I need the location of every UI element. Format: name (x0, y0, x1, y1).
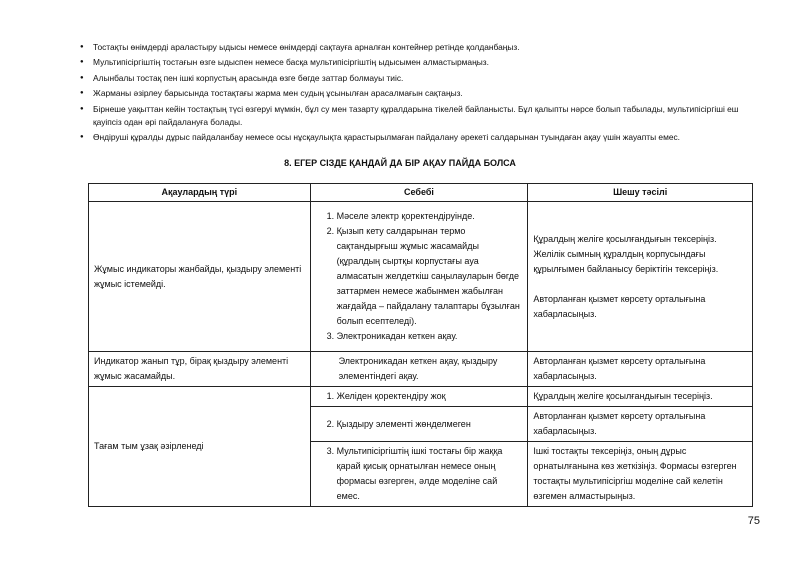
cause-item: 2. Қыздыру элементі жөнделмеген (337, 417, 523, 432)
list-item: ● Жарманы әзірлеу барысында тостақтағы жарма мен судың ұсынылған арасалмағын сақтаңыз. (80, 87, 760, 100)
table-row (89, 202, 753, 352)
solution-cell: Авторланған қызмет көрсету орталығына хабарласыңыз. (528, 352, 753, 387)
section-title: 8. ЕГЕР СІЗДЕ ҚАНДАЙ ДА БІР АҚАУ ПАЙДА БОЛСА (284, 158, 516, 168)
header-fault-type: Ақаулардың түрі (89, 184, 311, 202)
precautions-list (80, 41, 760, 146)
cause-cell (310, 407, 528, 442)
solution-cell: Ішкі тостақты тексеріңіз, оның дұрыс орнатылғанына көз жеткізіңіз. Формасы өзгерген тостақты мультипісіргіш моделіне сай келетін өзгемен алмастырыңыз. (528, 442, 753, 507)
cause-cell (310, 442, 528, 507)
solution-text: Құралдың желіге қосылғандығын тексеріңіз. Желілік сымның құралдың корпусындағы құрылғымен байланысу беріктігін тексеріңіз. (533, 233, 719, 274)
list-item: ● Өндіруші құралды дұрыс пайдаланбау немесе осы нұсқаулықта қарастырылмаған пайдалану әрекеті салдарынан туындаған ақау үшін жауапты емес. (80, 131, 760, 144)
list-item: ● Алынбалы тостақ пен ішкі корпустың арасында өзге бөгде заттар болмауы тиіс. (80, 72, 760, 85)
fault-type-cell: Индикатор жанып тұр, бірақ қыздыру элементі жұмыс жасамайды. (89, 352, 311, 387)
page-number: 75 (747, 515, 760, 527)
cause-item: 1. Желіден қоректендіру жоқ (337, 389, 523, 404)
cause-cell (310, 387, 528, 407)
cause-item: 3. Мультипісіргіштің ішкі тостағы бір жаққа қарай қисық орнатылған немесе оның формасы өзгерген, әлде моделіне сай емес. (337, 444, 523, 504)
cause-item: 1. Мәселе электр қоректендіруінде. (337, 209, 523, 224)
cause-list (319, 209, 523, 344)
table-row (89, 352, 753, 387)
header-cause: Себебі (310, 184, 528, 202)
solution-text: Авторланған қызмет көрсету орталығына хабарласыңыз. (533, 293, 706, 319)
fault-type-cell: Жұмыс индикаторы жанбайды, қыздыру элементі жұмыс істемейді. (89, 202, 311, 352)
header-solution: Шешу тәсілі (528, 184, 753, 202)
cause-item: 3. Электроникадан кеткен ақау. (337, 329, 523, 344)
table-header-row (89, 184, 753, 202)
cause-item: 2. Қызып кету салдарынан термо сақтандырғыш жұмыс жасамайды (құралдың сыртқы корпустағы ауа алмасатын желдеткіш саңылауларын бөгде заттармен немесе жабынмен жабылған жағдайда – пайдалану талаптары бұзылған болып есептеледі). (337, 224, 523, 329)
list-item: ● Бірнеше уақыттан кейін тостақтың түсі өзгеруі мүмкін, бұл су мен тазарту құралдарына тікелей байланысты. Бұл қалыпты нәрсе болып табылады, мультипісіргіші еш қауіпсіз одан әрі пайдалануға болады. (80, 103, 760, 129)
troubleshooting-table (88, 183, 753, 507)
cause-cell: Электроникадан кеткен ақау, қыздыру элементіндегі ақау. (310, 352, 528, 387)
solution-cell: Құралдың желіге қосылғандығын тесеріңіз. (528, 387, 753, 407)
table-row (89, 387, 753, 407)
cause-cell (310, 202, 528, 352)
fault-type-cell: Тағам тым ұзақ әзірленеді (89, 387, 311, 507)
solution-cell (528, 202, 753, 352)
solution-cell: Авторланған қызмет көрсету орталығына хабарласыңыз. (528, 407, 753, 442)
list-item: ● Тостақты өнімдерді араластыру ыдысы немесе өнімдерді сақтауға арналған контейнер ретінде қолданбаңыз. (80, 41, 760, 54)
list-item: ● Мультипісіргіштің тостағын өзге ыдыспен немесе басқа мультипісіргіштің ыдысымен алмастырмаңыз. (80, 56, 760, 69)
